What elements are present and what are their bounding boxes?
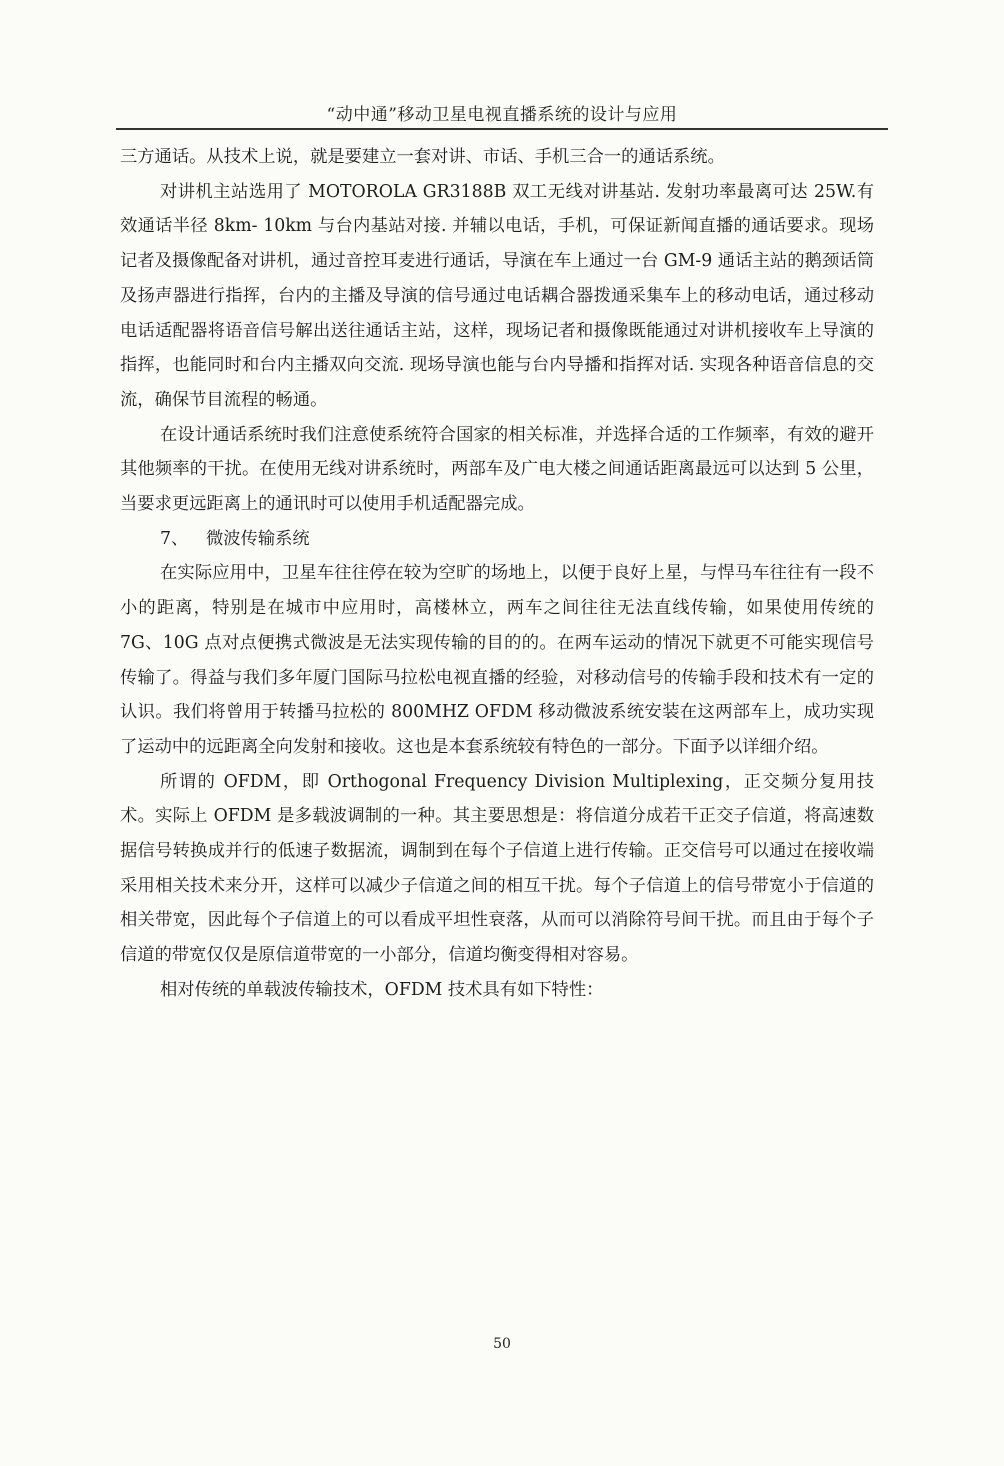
paragraph-ofdm-definition: 所谓的 OFDM，即 Orthogonal Frequency Division Multiplexing，正交频分复用技术。实际上 OFDM 是多载波调制的一种。其主要思想是：将信道分成若干正交子信道，将高速数据信号转换成并行的低速子数据流，调制到在每个子信道上进行传输。正交信号可以通过在接收端采用相关技术来分开，这样可以减少子信道之间的相互干扰。每个子信道上的信号带宽小于信道的相关带宽，因此每个子信道上的可以看成平坦性衰落，从而可以消除符号间干扰。而且由于每个子信道的带宽仅仅是原信道带宽的一小部分，信道均衡变得相对容易。 <box>120 771 874 966</box>
section-heading <box>120 522 874 557</box>
paragraph-ofdm-features: 相对传统的单载波传输技术，OFDM 技术具有如下特性： <box>160 979 604 1000</box>
paragraph-standards: 在设计通话系统时我们注意使系统符合国家的相关标准，并选择合适的工作频率，有效的避开其他频率的干扰。在使用无线对讲系统时，两部车及广电大楼之间通话距离最远可以达到 5 公里，当要求更远距离上的通讯时可以使用手机适配器完成。 <box>120 424 874 515</box>
page-number: 50 <box>493 1336 511 1352</box>
header-divider <box>116 128 888 130</box>
section-title: 微波传输系统 <box>206 528 310 549</box>
paragraph-continuation: 三方通话。从技术上说，就是要建立一套对讲、市话、手机三合一的通话系统。 <box>120 147 725 167</box>
body-text <box>120 140 874 1008</box>
paragraph-microwave: 在实际应用中，卫星车往往停在较为空旷的场地上，以便于良好上星，与悍马车往往有一段不小的距离，特别是在城市中应用时，高楼林立，两车之间往往无法直线传输，如果使用传统的 7G、10G 点对点便携式微波是无法实现传输的目的的。在两车运动的情况下就更不可能实现信号传输了。得益与我们多年厦门国际马拉松电视直播的经验，对移动信号的传输手段和技术有一定的认识。我们将曾用于转播马拉松的 800MHZ OFDM 移动微波系统安装在这两部车上，成功实现了运动中的远距离全向发射和接收。这也是本套系统较有特色的一部分。下面予以详细介绍。 <box>120 563 874 757</box>
running-header: “动中通”移动卫星电视直播系统的设计与应用 <box>326 105 678 125</box>
paragraph-intercom: 对讲机主站选用了 MOTOROLA GR3188B 双工无线对讲基站. 发射功率最离可达 25W.有效通话半径 8km- 10km 与台内基站对接. 并辅以电话，手机，可保证新闻直播的通话要求。现场记者及摄像配备对讲机，通过音控耳麦进行通话，导演在车上通过一台 GM-9 通话主站的鹅颈话筒及扬声器进行指挥，台内的主播及导演的信号通过电话耦合器拨通采集车上的移动电话，通过移动电话适配器将语音信号解出送往通话主站，这样，现场记者和摄像既能通过对讲机接收车上导演的指挥，也能同时和台内主播双向交流. 现场导演也能与台内导播和指挥对话. 实现各种语音信息的交流，确保节目流程的畅通。 <box>120 181 874 410</box>
section-number: 7、 <box>160 528 189 549</box>
